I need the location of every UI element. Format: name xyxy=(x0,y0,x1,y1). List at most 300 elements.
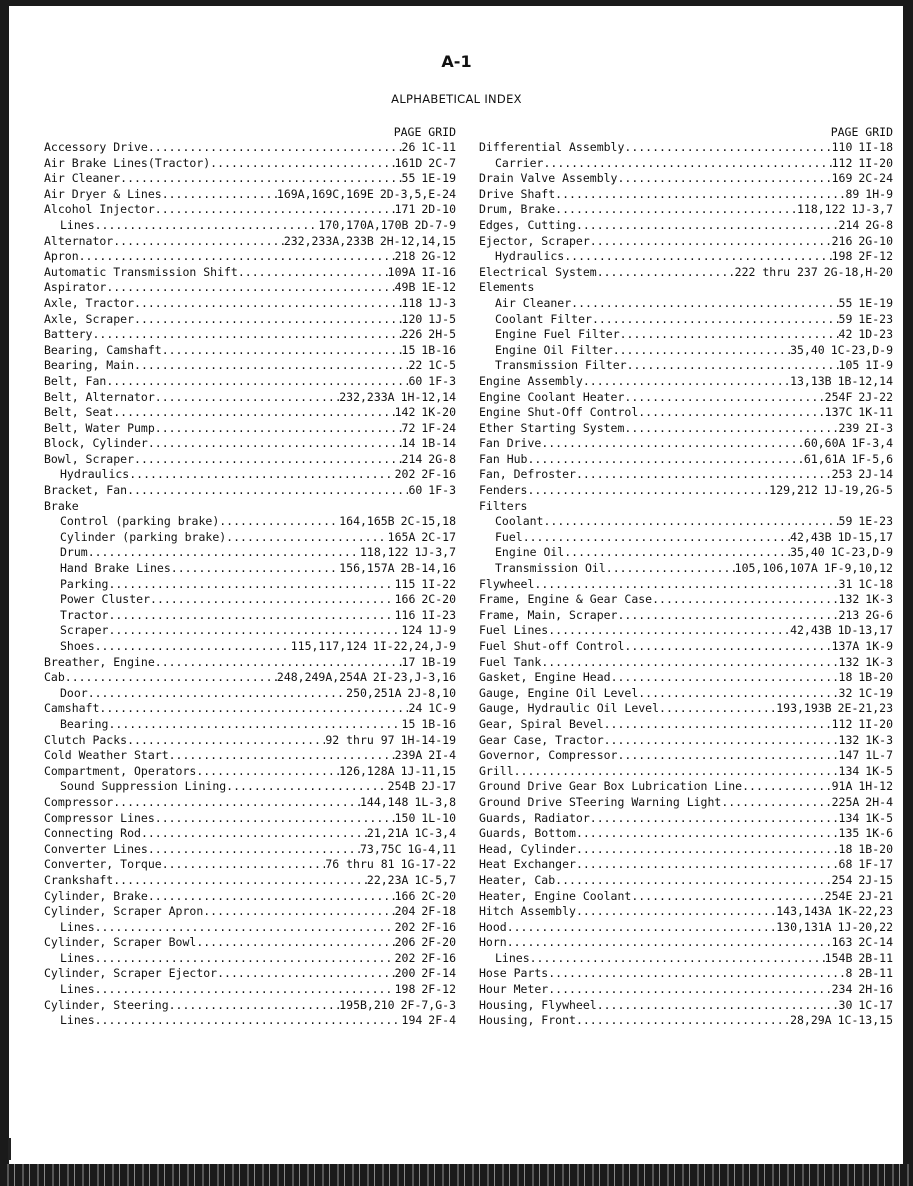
entry-page: 202 xyxy=(394,919,416,934)
entry-page: 89 xyxy=(845,186,860,201)
entry-grid: 2F-18 xyxy=(421,904,456,919)
dot-leader xyxy=(555,873,831,889)
dot-leader xyxy=(169,748,395,764)
entry-grid: 2H-16 xyxy=(858,982,893,997)
entry-page: 163 xyxy=(831,935,853,950)
entry-grid: 1G-4,11 xyxy=(407,841,456,856)
entry-grid: 1K-3 xyxy=(865,654,893,669)
dot-leader xyxy=(171,561,339,577)
dot-leader xyxy=(238,265,388,281)
entry-grid: 1E-19 xyxy=(858,295,893,310)
entry-title: Block, Cylinder xyxy=(44,436,148,451)
entry-grid: 2C-20 xyxy=(421,592,456,607)
entry-title: Compressor xyxy=(44,794,114,809)
entry-title: Bearing, Main xyxy=(44,358,135,373)
index-entry xyxy=(479,842,893,858)
index-entry xyxy=(479,390,893,406)
index-entry xyxy=(44,592,456,608)
entry-grid: 2C-14 xyxy=(858,935,893,950)
entry-page: 195B,210 xyxy=(339,997,395,1012)
dot-leader xyxy=(514,764,839,780)
entry-title: Cylinder, Steering xyxy=(44,997,169,1012)
entry-page: 232,233A,233B xyxy=(283,233,374,248)
index-entry xyxy=(44,499,456,515)
dot-leader xyxy=(624,140,831,156)
entry-title: Drum xyxy=(60,545,88,560)
dot-leader xyxy=(555,187,845,203)
entry-title: Engine Oil xyxy=(495,545,565,560)
entry-grid: 1F-3,4 xyxy=(851,436,893,451)
entry-title: Differential Assembly xyxy=(479,140,625,154)
entry-page: 109A xyxy=(387,264,416,279)
entry-grid: 2H-12,14,15 xyxy=(379,233,456,248)
index-entry xyxy=(44,701,456,717)
index-entry xyxy=(479,530,893,546)
dot-leader xyxy=(155,655,402,671)
entry-page: 254E xyxy=(824,888,853,903)
entry-page: 137A xyxy=(831,639,860,653)
index-entry xyxy=(479,764,893,780)
entry-grid: 1C-23,D-9 xyxy=(830,342,893,357)
index-entry xyxy=(479,405,893,421)
index-entry xyxy=(44,187,456,203)
entry-page: 13,13B xyxy=(790,373,832,388)
entry-grid: 1I-22 xyxy=(421,576,456,591)
entry-title: Breather, Engine xyxy=(44,654,155,669)
dot-leader xyxy=(134,296,402,312)
index-entry xyxy=(44,1013,456,1029)
index-entry xyxy=(479,140,893,156)
column-header: PAGE GRID xyxy=(830,125,893,139)
entry-title: Belt, Water Pump xyxy=(44,420,155,435)
index-entry xyxy=(44,265,456,281)
dot-leader xyxy=(576,904,776,920)
entry-page: 61,61A xyxy=(803,451,846,466)
entry-page: 92 thru 97 xyxy=(325,732,395,747)
entry-title: Edges, Cutting xyxy=(479,217,576,232)
entry-title: Alternator xyxy=(44,233,114,248)
entry-title: Drive Shaft xyxy=(479,186,556,201)
entry-page: 202 xyxy=(394,467,416,482)
index-entry xyxy=(479,483,893,499)
entry-page: 129,212 xyxy=(769,483,818,498)
entry-page: 204 xyxy=(394,904,416,919)
index-entry xyxy=(479,639,893,655)
dot-leader xyxy=(150,592,395,608)
entry-title: Control (parking brake) xyxy=(60,514,220,529)
entry-page: 164,165B xyxy=(339,514,395,529)
entry-page: 18 xyxy=(838,841,853,856)
entry-grid: 1J-11,15 xyxy=(400,763,456,778)
entry-page: 35,40 xyxy=(790,545,825,560)
dot-leader xyxy=(129,467,394,483)
entry-title: Heat Exchanger xyxy=(479,857,576,872)
entry-title: Engine Oil Filter xyxy=(495,342,613,357)
entry-grid: 1F-9,10,12 xyxy=(823,561,893,576)
entry-grid: 1K-5 xyxy=(865,810,893,825)
entry-title: Connecting Rod xyxy=(44,826,141,841)
entry-page: 225A xyxy=(831,794,860,809)
entry-grid: 1J-3,7 xyxy=(851,202,893,217)
dot-leader xyxy=(576,857,839,873)
entry-page: 254B xyxy=(387,779,416,794)
index-entry xyxy=(44,390,456,406)
index-entry xyxy=(44,421,456,437)
dot-leader xyxy=(219,514,339,530)
entry-title: Hitch Assembly xyxy=(479,904,576,919)
scan-border-left xyxy=(0,0,9,1186)
dot-leader xyxy=(576,826,839,842)
entry-title: Camshaft xyxy=(44,701,100,716)
dot-leader xyxy=(543,514,838,530)
entry-page: 248,249A,254A xyxy=(276,670,367,685)
entry-page: 105,106,107A xyxy=(734,561,818,576)
dot-leader xyxy=(527,452,803,468)
index-entry xyxy=(479,467,893,483)
entry-title: Belt, Fan xyxy=(44,373,107,388)
dot-leader xyxy=(617,748,838,764)
entry-title: Clutch Packs xyxy=(44,732,128,747)
entry-grid: 2H-4 xyxy=(865,794,893,809)
entry-page: 154B xyxy=(824,950,853,965)
dot-leader xyxy=(638,405,824,421)
index-entries xyxy=(479,140,893,1029)
entry-page: 21,21A xyxy=(366,826,409,841)
entry-title: Converter, Torque xyxy=(44,857,162,872)
index-entry xyxy=(44,343,456,359)
entry-grid: 1B-14 xyxy=(421,436,456,451)
entry-grid: 1B-16 xyxy=(421,716,456,731)
entry-title: Fan Hub xyxy=(479,451,528,466)
dot-leader xyxy=(652,592,838,608)
dot-leader xyxy=(576,1013,790,1029)
entry-title: Crankshaft xyxy=(44,872,114,887)
dot-leader xyxy=(576,218,839,234)
entry-page: 170,170A,170B xyxy=(318,217,409,232)
dot-leader xyxy=(95,218,319,234)
entry-title: Scraper xyxy=(60,623,109,638)
index-entry xyxy=(479,889,893,905)
index-entry xyxy=(44,670,456,686)
entry-title: Air Cleaner xyxy=(495,295,572,310)
entry-grid: 1C-17 xyxy=(858,997,893,1012)
index-entry xyxy=(479,826,893,842)
index-entry xyxy=(44,826,456,842)
index-entry xyxy=(479,514,893,530)
dot-leader xyxy=(88,545,360,561)
entry-grid: 1F-24 xyxy=(421,420,456,435)
index-entry xyxy=(479,966,893,982)
dot-leader xyxy=(543,156,831,172)
dot-leader xyxy=(638,686,838,702)
dot-leader xyxy=(155,421,402,437)
dot-leader xyxy=(604,733,839,749)
entry-page: 169 xyxy=(831,171,853,186)
entry-grid: 2F-12 xyxy=(421,982,456,997)
entry-title: Tractor xyxy=(60,607,109,622)
entry-page: 59 xyxy=(838,311,853,326)
dot-leader xyxy=(108,608,394,624)
entry-title: Engine Assembly xyxy=(479,373,583,388)
entry-title: Cylinder (parking brake) xyxy=(60,529,227,544)
entry-page: 118,122 xyxy=(796,202,846,217)
dot-leader xyxy=(134,358,408,374)
entry-title: Cylinder, Scraper Bowl xyxy=(44,935,197,950)
dot-leader xyxy=(162,343,402,359)
dot-leader xyxy=(217,966,395,982)
entry-page: 132 xyxy=(838,732,860,747)
index-entry xyxy=(44,545,456,561)
entry-title: Accessory Drive xyxy=(44,140,148,154)
entry-grid: 2F-16 xyxy=(421,950,456,965)
entry-page: 28,29A xyxy=(790,1013,832,1028)
entry-grid: 1E-12 xyxy=(421,280,456,295)
dot-leader xyxy=(95,982,395,998)
entry-page: 24 xyxy=(408,701,423,716)
entry-grid: 1D-15,17 xyxy=(837,529,893,544)
entry-page: 60 xyxy=(408,483,423,498)
entry-grid: 2B-11 xyxy=(858,950,893,965)
entry-title: Air Dryer & Lines xyxy=(44,186,162,201)
index-entry xyxy=(44,140,456,156)
dot-leader xyxy=(120,171,401,187)
index-entry xyxy=(44,312,456,328)
entry-grid: 1C-23,D-9 xyxy=(830,545,893,560)
entry-grid: 1F-3 xyxy=(428,373,456,388)
entry-page: 76 thru 81 xyxy=(325,857,395,872)
index-entry xyxy=(44,156,456,172)
index-entry xyxy=(479,577,893,593)
entry-grid: 1J-19,2G-5 xyxy=(823,483,893,498)
dot-leader xyxy=(617,608,838,624)
entry-page: 30 xyxy=(838,997,853,1012)
entry-page: 32 xyxy=(838,685,853,700)
entry-page: 60,60A xyxy=(803,436,846,451)
index-entry xyxy=(44,873,456,889)
entry-title: Door xyxy=(60,685,88,700)
scan-border-bottom xyxy=(0,1164,913,1186)
entry-grid: 2B-11 xyxy=(858,966,893,981)
entry-title: Lines xyxy=(495,950,530,965)
index-entry xyxy=(479,265,893,281)
entry-title: Transmission Filter xyxy=(495,358,627,373)
entry-title: Bearing, Camshaft xyxy=(44,342,162,357)
index-entry xyxy=(44,358,456,374)
index-entry xyxy=(479,748,893,764)
dot-leader xyxy=(113,795,360,811)
entry-title: Ejector, Scraper xyxy=(479,233,590,248)
index-entry xyxy=(44,577,456,593)
entry-page: 198 xyxy=(394,982,416,997)
dot-leader xyxy=(576,842,839,858)
column-header: PAGE GRID xyxy=(393,125,456,139)
index-entry xyxy=(44,966,456,982)
entry-title: Gear, Spiral Bevel xyxy=(479,716,604,731)
entry-grid: 2F-14 xyxy=(421,966,456,981)
entry-page: 31 xyxy=(838,576,853,591)
entry-title: Lines xyxy=(60,217,95,232)
index-entry xyxy=(44,764,456,780)
entry-grid: 2J-17 xyxy=(421,779,456,794)
index-entry xyxy=(479,655,893,671)
index-entry xyxy=(479,904,893,920)
index-entry xyxy=(44,748,456,764)
entry-page: 130,131A xyxy=(776,919,832,934)
dot-leader xyxy=(541,655,838,671)
index-entry xyxy=(44,623,456,639)
dot-leader xyxy=(134,312,402,328)
index-entry xyxy=(479,436,893,452)
entry-grid: 1E-23 xyxy=(858,311,893,326)
dot-leader xyxy=(95,920,395,936)
entry-page: 144,148 xyxy=(359,794,409,809)
entry-grid: 1C-9 xyxy=(428,701,456,716)
entry-grid: 1K-22,23 xyxy=(837,904,893,919)
entry-grid: 2F-7,G-3 xyxy=(400,997,456,1012)
index-entry xyxy=(479,592,893,608)
index-entry xyxy=(44,998,456,1014)
entry-grid: 2G-8 xyxy=(428,451,456,466)
entry-title: Governor, Compressor xyxy=(479,748,618,763)
index-entry xyxy=(44,889,456,905)
entry-grid: 1I-22,24,J-9 xyxy=(372,639,456,653)
entry-page: 22,23A xyxy=(366,872,409,887)
index-entry xyxy=(44,733,456,749)
entry-title: Compartment, Operators xyxy=(44,763,197,778)
dot-leader xyxy=(548,982,831,998)
entry-title: Compressor Lines xyxy=(44,810,155,825)
entry-grid: 2G-6 xyxy=(865,607,893,622)
entry-title: Lines xyxy=(60,1013,95,1028)
entry-grid: 2F-16 xyxy=(421,467,456,482)
entry-title: Cylinder, Scraper Ejector xyxy=(44,966,218,981)
dot-leader xyxy=(541,436,804,452)
dot-leader xyxy=(507,920,777,936)
dot-leader xyxy=(590,234,832,250)
index-entry xyxy=(44,280,456,296)
entry-title: Coolant Filter xyxy=(495,311,592,326)
entry-page: 232,233A xyxy=(339,389,395,404)
entry-page: 206 xyxy=(394,935,416,950)
entry-grid: 2G-18,H-20 xyxy=(823,264,893,279)
entry-title: Hydraulics xyxy=(60,467,130,482)
dot-leader xyxy=(742,779,831,795)
entry-page: 214 xyxy=(838,217,860,232)
entry-page: 161D xyxy=(394,155,423,170)
entry-title: Bowl, Scraper xyxy=(44,451,135,466)
entry-grid: 1H-12,14 xyxy=(400,389,456,404)
dot-leader xyxy=(88,686,346,702)
index-entry xyxy=(44,779,456,795)
dot-leader xyxy=(564,545,790,561)
entry-title: Heater, Engine Coolant xyxy=(479,888,632,903)
entry-title: Guards, Bottom xyxy=(479,826,576,841)
entry-grid: 2G-8 xyxy=(865,217,893,232)
dot-leader xyxy=(127,733,325,749)
entry-page: 254F xyxy=(824,389,853,404)
entry-grid: 1K-5 xyxy=(865,763,893,778)
entry-page: 17 xyxy=(401,654,416,669)
entry-page: 118,122 xyxy=(359,545,409,560)
entry-grid: 2D-10 xyxy=(421,202,456,217)
entry-grid: 2C-24 xyxy=(858,171,893,186)
index-entry xyxy=(44,717,456,733)
entry-title: Housing, Flywheel xyxy=(479,997,597,1012)
entry-grid: 1K-6 xyxy=(865,826,893,841)
index-entry xyxy=(44,249,456,265)
index-entry xyxy=(44,514,456,530)
dot-leader xyxy=(226,779,388,795)
entry-page: 73,75C xyxy=(359,841,402,856)
dot-leader xyxy=(571,296,838,312)
entry-title: Hydraulics xyxy=(495,249,565,264)
dot-leader xyxy=(113,405,394,421)
entry-grid: 2F-20 xyxy=(421,935,456,950)
index-entry xyxy=(44,405,456,421)
entry-grid: 2G-10 xyxy=(858,233,893,248)
scan-mark xyxy=(8,1138,11,1160)
dot-leader xyxy=(555,202,797,218)
index-entries xyxy=(44,140,456,1029)
entry-title: Sound Suppression Lining xyxy=(60,779,227,794)
dot-leader xyxy=(108,623,401,639)
index-entry xyxy=(479,873,893,889)
dot-leader xyxy=(106,280,394,296)
dot-leader xyxy=(523,530,790,546)
index-entry xyxy=(479,701,893,717)
index-entry xyxy=(479,343,893,359)
entry-page: 193,193B xyxy=(776,701,832,716)
entry-grid: 1K-3 xyxy=(865,592,893,607)
index-entry xyxy=(479,561,893,577)
entry-title: Drain Valve Assembly xyxy=(479,171,618,186)
index-entry xyxy=(44,171,456,187)
index-entry xyxy=(479,327,893,343)
entry-grid: 2F-16 xyxy=(421,919,456,934)
entry-grid: 1I-18 xyxy=(858,140,893,154)
index-entry xyxy=(479,982,893,998)
entry-title: Engine Fuel Filter xyxy=(495,327,620,342)
dot-leader xyxy=(127,483,408,499)
index-entry xyxy=(44,951,456,967)
entry-title: Bearing xyxy=(60,716,109,731)
entry-page: 132 xyxy=(838,654,860,669)
index-entry xyxy=(44,857,456,873)
entry-page: 134 xyxy=(838,763,860,778)
entry-title: Fuel Tank xyxy=(479,654,542,669)
index-entry xyxy=(479,421,893,437)
entry-page: 55 xyxy=(401,171,416,186)
dot-leader xyxy=(113,234,284,250)
dot-leader xyxy=(583,374,790,390)
entry-title: Hour Meter xyxy=(479,982,549,997)
index-entry xyxy=(479,249,893,265)
entry-grid: 1J-3,7 xyxy=(414,545,456,560)
entry-title: Belt, Alternator xyxy=(44,389,155,404)
entry-page: 165A xyxy=(387,529,416,544)
entry-page: 166 xyxy=(394,888,416,903)
entry-grid: 1F-3 xyxy=(428,483,456,498)
entry-grid: 2D-7-9 xyxy=(414,217,456,232)
scan-border-right xyxy=(903,0,913,1186)
index-entry xyxy=(44,327,456,343)
dot-leader xyxy=(620,327,839,343)
index-entry xyxy=(44,452,456,468)
dot-leader xyxy=(226,530,388,546)
entry-page: 198 xyxy=(831,249,853,264)
entry-page: 250,251A xyxy=(346,685,402,700)
index-entry xyxy=(44,374,456,390)
